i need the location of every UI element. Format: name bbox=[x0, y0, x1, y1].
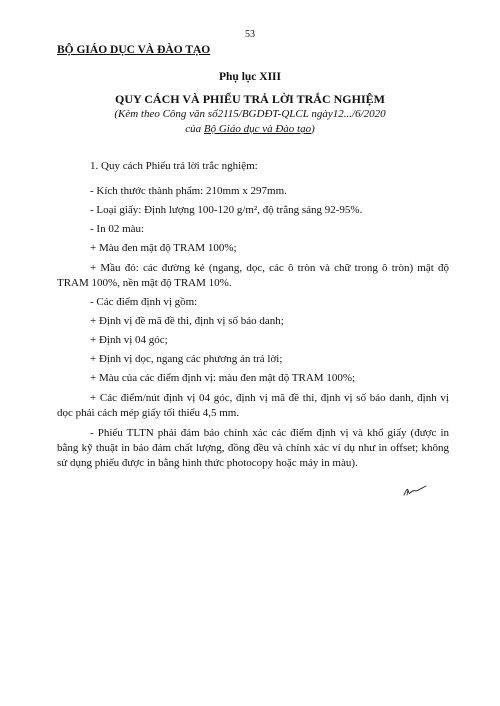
printing-requirement-line-1: - Phiếu TLTN phải đảm bảo chính xác các điểm định vị và khổ giấy (được in bbox=[90, 427, 449, 439]
ministry-header: BỘ GIÁO DỤC VÀ ĐÀO TẠO bbox=[57, 44, 211, 56]
positioning-heading: - Các điểm định vị gồm: bbox=[90, 296, 198, 308]
position-item-4: + Màu của các điểm định vị: màu đen mật độ TRAM 100%; bbox=[90, 372, 356, 384]
printing-requirement-line-3: sử dụng phiếu được in bằng hình thức photocopy hoặc máy in màu). bbox=[57, 457, 358, 469]
section-heading: 1. Quy cách Phiếu trả lời trắc nghiệm: bbox=[90, 160, 258, 172]
printing-requirement-line-2: bằng kỹ thuật in bảo đảm chất lượng, đồng đều và chính xác ví dụ như in offset; không bbox=[57, 442, 449, 454]
issuer-agency: Bộ Giáo dục và Đào tạo bbox=[203, 123, 312, 135]
red-color-line-2: TRAM 100%, nền mật độ TRAM 10%. bbox=[57, 277, 232, 289]
position-item-5-line-2: dọc phải cách mép giấy tối thiểu 4,5 mm. bbox=[57, 407, 240, 419]
red-color-line-1: + Mầu đỏ: các đường kẻ (ngang, dọc, các ô tròn và chữ trong ô tròn) mật độ bbox=[90, 262, 449, 274]
issuer-prefix: của bbox=[185, 123, 204, 135]
position-item-3: + Định vị dọc, ngang các phương án trả lời; bbox=[90, 353, 283, 365]
position-item-2: + Định vị 04 góc; bbox=[90, 334, 168, 346]
page-number: 53 bbox=[245, 29, 255, 40]
print-colors-line: - In 02 màu: bbox=[90, 223, 145, 235]
document-title: QUY CÁCH VÀ PHIẾU TRẢ LỜI TRẮC NGHIỆM bbox=[115, 92, 385, 106]
issuer-suffix: ) bbox=[311, 123, 315, 135]
initials-signature bbox=[402, 485, 428, 497]
paper-line: - Loại giấy: Định lượng 100-120 g/m², độ trắng sáng 92-95%. bbox=[90, 204, 363, 216]
reference-line: (Kèm theo Công văn số2115/BGDĐT-QLCL ngày12.../6/2020 bbox=[114, 108, 386, 120]
issuer-line bbox=[0, 123, 500, 135]
position-item-5-line-1: + Các điểm/nút định vị 04 góc, định vị mã đề thi, định vị số báo danh, định vị bbox=[90, 392, 449, 404]
black-color-line: + Màu đen mật độ TRAM 100%; bbox=[90, 242, 237, 254]
appendix-label: Phụ lục XIII bbox=[219, 71, 281, 83]
size-line: - Kích thước thành phẩm: 210mm x 297mm. bbox=[90, 185, 287, 197]
position-item-1: + Định vị đề mã đề thi, định vị số báo danh; bbox=[90, 315, 284, 327]
